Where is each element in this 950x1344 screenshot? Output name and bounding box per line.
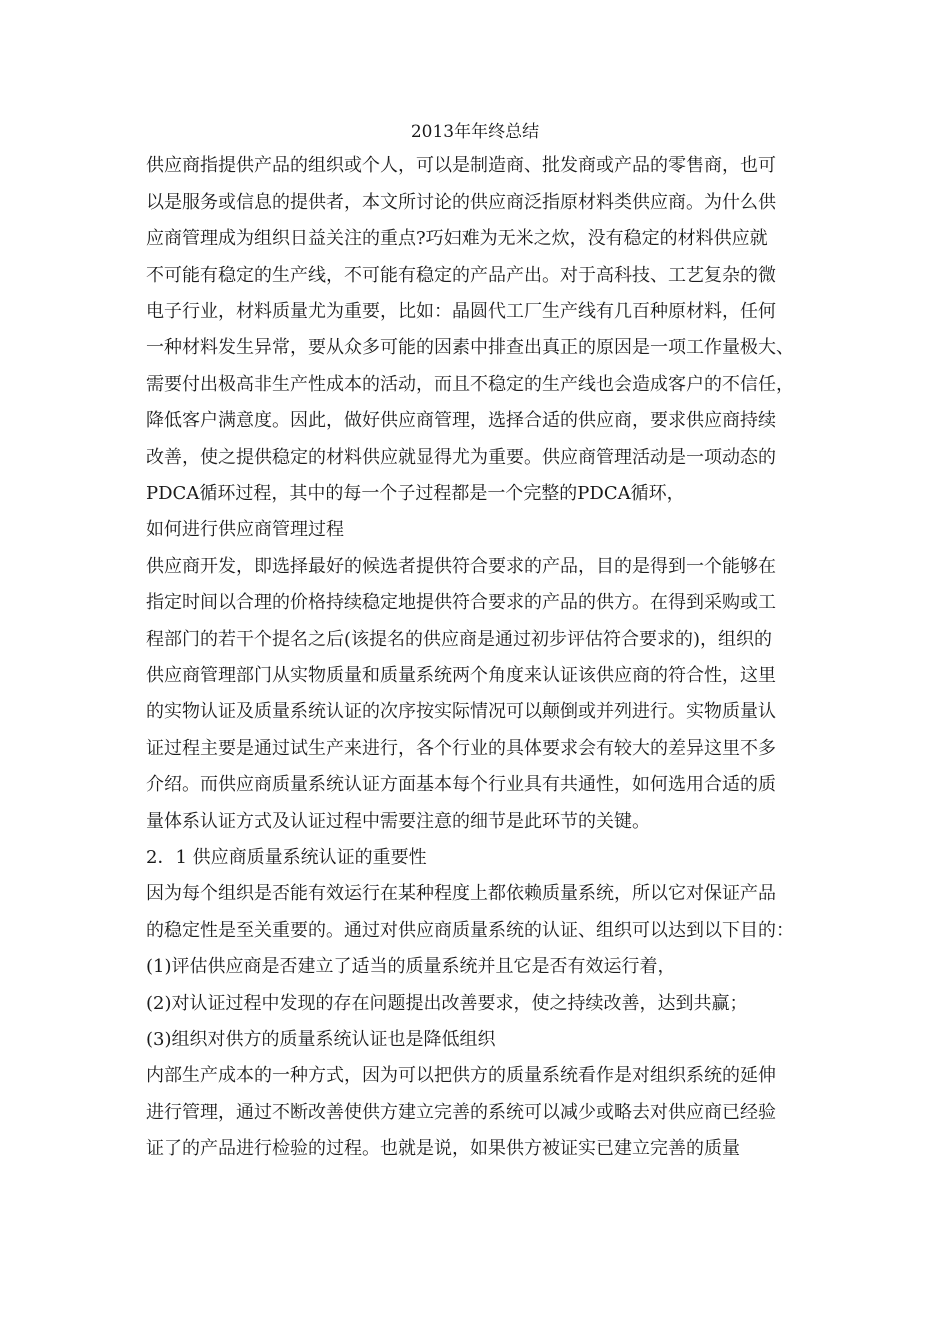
body-line: 内部生产成本的一种方式，因为可以把供方的质量系统看作是对组织系统的延伸 — [146, 1065, 776, 1086]
body-line: 应商管理成为组织日益关注的重点?巧妇难为无米之炊，没有稳定的材料供应就 — [146, 228, 768, 249]
body-line: 改善，使之提供稳定的材料供应就显得尤为重要。供应商管理活动是一项动态的 — [146, 447, 776, 468]
body-line: 不可能有稳定的生产线，不可能有稳定的产品产出。对于高科技、工艺复杂的微 — [146, 265, 776, 286]
body-line: 进行管理，通过不断改善使供方建立完善的系统可以减少或略去对供应商已经验 — [146, 1102, 776, 1123]
body-line: 量体系认证方式及认证过程中需要注意的细节是此环节的关键。 — [146, 811, 650, 832]
body-line: 因为每个组织是否能有效运行在某种程度上都依赖质量系统，所以它对保证产品 — [146, 883, 776, 904]
body-line: 一种材料发生异常，要从众多可能的因素中排查出真正的原因是一项工作量极大、 — [146, 337, 794, 358]
body-line: 以是服务或信息的提供者，本文所讨论的供应商泛指原材料类供应商。为什么供 — [146, 192, 776, 213]
body-line: 证了的产品进行检验的过程。也就是说，如果供方被证实已建立完善的质量 — [146, 1138, 740, 1159]
body-line: 指定时间以合理的价格持续稳定地提供符合要求的产品的供方。在得到采购或工 — [146, 592, 776, 613]
body-line: 供应商管理部门从实物质量和质量系统两个角度来认证该供应商的符合性，这里 — [146, 665, 776, 686]
body-line: 降低客户满意度。因此，做好供应商管理，选择合适的供应商，要求供应商持续 — [146, 410, 776, 431]
body-line: 的稳定性是至关重要的。通过对供应商质量系统的认证、组织可以达到以下目的： — [146, 920, 794, 941]
list-item: (2)对认证过程中发现的存在问题提出改善要求，使之持续改善，达到共赢； — [146, 993, 748, 1014]
body-line: 程部门的若干个提名之后(该提名的供应商是通过初步评估符合要求的)，组织的 — [146, 629, 773, 650]
body-line: 介绍。而供应商质量系统认证方面基本每个行业具有共通性，如何选用合适的质 — [146, 774, 776, 795]
body-line: PDCA循环过程，其中的每一个子过程都是一个完整的PDCA循环， — [146, 483, 685, 504]
body-line: 供应商开发，即选择最好的候选者提供符合要求的产品，目的是得到一个能够在 — [146, 556, 776, 577]
body-line: 供应商指提供产品的组织或个人，可以是制造商、批发商或产品的零售商，也可 — [146, 155, 776, 176]
body-line: 的实物认证及质量系统认证的次序按实际情况可以颠倒或并列进行。实物质量认 — [146, 701, 776, 722]
body-line: 证过程主要是通过试生产来进行，各个行业的具体要求会有较大的差异这里不多 — [146, 738, 776, 759]
body-line: 电子行业，材料质量尤为重要，比如：晶圆代工厂生产线有几百种原材料，任何 — [146, 301, 776, 322]
body-line: 需要付出极高非生产性成本的活动，而且不稳定的生产线也会造成客户的不信任， — [146, 374, 794, 395]
section-heading: 如何进行供应商管理过程 — [146, 519, 344, 540]
section-heading: 2．1 供应商质量系统认证的重要性 — [146, 847, 427, 868]
document-title: 2013年年终总结 — [410, 122, 540, 142]
list-item: (1)评估供应商是否建立了适当的质量系统并且它是否有效运行着， — [146, 956, 676, 977]
list-item: (3)组织对供方的质量系统认证也是降低组织 — [146, 1029, 496, 1050]
